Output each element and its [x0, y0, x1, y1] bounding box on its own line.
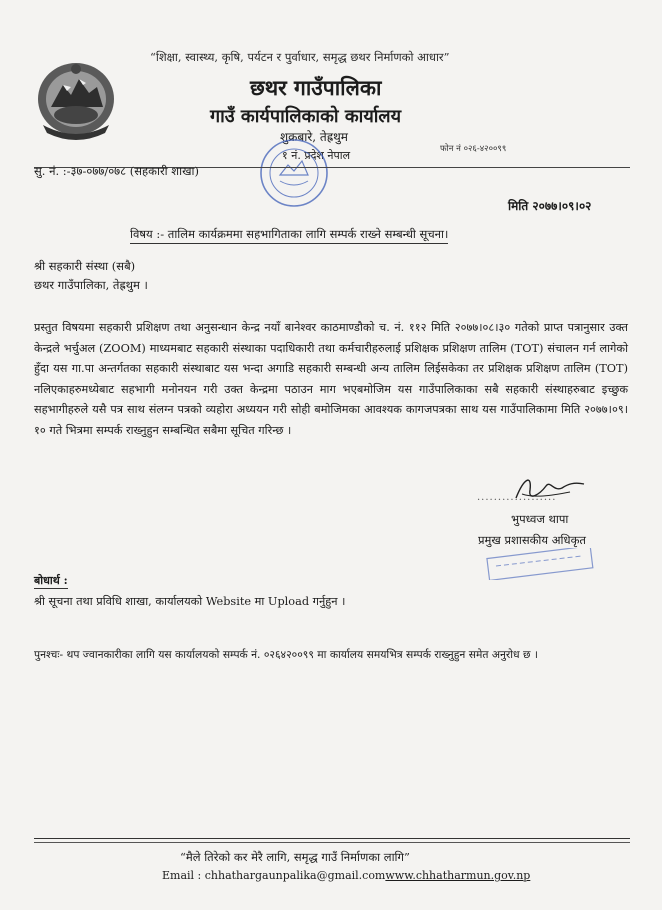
- org-name: छथर गाउँपालिका: [250, 75, 382, 100]
- cc-heading: बोधार्थ :: [34, 574, 68, 587]
- recipient-line-2: छथर गाउँपालिका, तेह्रथुम ।: [34, 278, 148, 292]
- postscript: पुनश्चः- थप ज्वानकारीका लागि यस कार्यालयको सम्पर्क नं. ०२६४२००९९ मा कार्यालय समयभित्र सम्पर्क राख्नुहुन समेत अनुरोध छ ।: [34, 648, 538, 661]
- letter-subject: विषय :- तालिम कार्यक्रममा सहभागिताका लागि सम्पर्क राख्ने सम्बन्धी सूचना।: [130, 227, 448, 244]
- footer-motto: “मैले तिरेको कर मेरै लागि, समृद्ध गाउँ निर्माणका लागि”: [180, 850, 410, 864]
- footer-email[interactable]: Email : chhathargaunpalika@gmail.com: [162, 869, 386, 882]
- signatory-title: प्रमुख प्रशासकीय अधिकृत: [478, 533, 586, 547]
- header-motto: “शिक्षा, स्वास्थ्य, कृषि, पर्यटन र पुर्वाधार, समृद्ध छथर निर्माणको आधार”: [150, 50, 450, 64]
- signatory-name: भुपध्वज थापा: [511, 512, 569, 526]
- footer-website-link[interactable]: www.chhatharmun.gov.np: [385, 869, 531, 882]
- province: १ नं. प्रदेश नेपाल: [282, 149, 351, 162]
- office-location: शुक्रबारे, तेह्रथुम: [280, 130, 348, 144]
- letter-body: प्रस्तुत विषयमा सहकारी प्रशिक्षण तथा अनुसन्धान केन्द्र नयाँ बानेश्वर काठमाण्डौको च. नं. ११२ मिति २०७७।०८।३० गतेको प्राप्त पत्रानुसार उक्त केन्द्रले भर्चुअल (ZOOM) माध्यमबाट सहकारी संस्थाका पदाधिकारी तथा कर्मचारीहरुलाई प्रशिक्षक प्रशिक्षण तालिम (TOT) संचालन गर्न लागेको हुँदा यस गा.पा अन्तर्गतका सहकारी संस्थाबाट यस भन्दा अगाडि सहकारी सम्बन्धी अन्य तालिम लिईसकेका तर प्रशिक्षक प्रशिक्षण तालिम (TOT) नलिएकाहरुमध्येबाट सहभागी मनोनयन गरी उक्त केन्द्रमा पठाउन माग भएबमोजिम यस गाउँपालिकाका सबै सहकारी संस्थाहरुबाट इच्छुक सहभागीहरुले यसै पत्र साथ संलग्न पत्रको व्यहोरा अध्ययन गरी सोही बमोजिमका आवश्यक कागजपत्रका साथ यस गाउँपालिकामा मिति २०७७।०९।१० गते भित्रमा सम्पर्क राख्नुहुन सम्बन्धित सबैमा सूचित गरिन्छ ।: [34, 321, 628, 437]
- nepal-emblem-icon: [33, 55, 119, 141]
- recipient-line-1: श्री सहकारी संस्था (सबै): [34, 259, 136, 273]
- signature-dots: ...................: [477, 492, 557, 503]
- official-stamp: [486, 548, 596, 580]
- reference-number: सु. नं. :-३७-०७७/०७८ (सहकारी शाखा): [34, 164, 199, 178]
- footer-divider: [34, 838, 630, 839]
- round-stamp: [258, 137, 330, 209]
- footer-divider-thin: [34, 842, 630, 843]
- office-name: गाउँ कार्यपालिकाको कार्यालय: [210, 106, 402, 127]
- cc-text: श्री सूचना तथा प्रविधि शाखा, कार्यालयको Website मा Upload गर्नुहुन ।: [34, 595, 346, 608]
- letter-date: मिति २०७७।०९।०२: [508, 199, 592, 213]
- phone-number: फोन नं ०२६-४२००९९: [440, 144, 507, 154]
- footer-contact: [162, 869, 530, 882]
